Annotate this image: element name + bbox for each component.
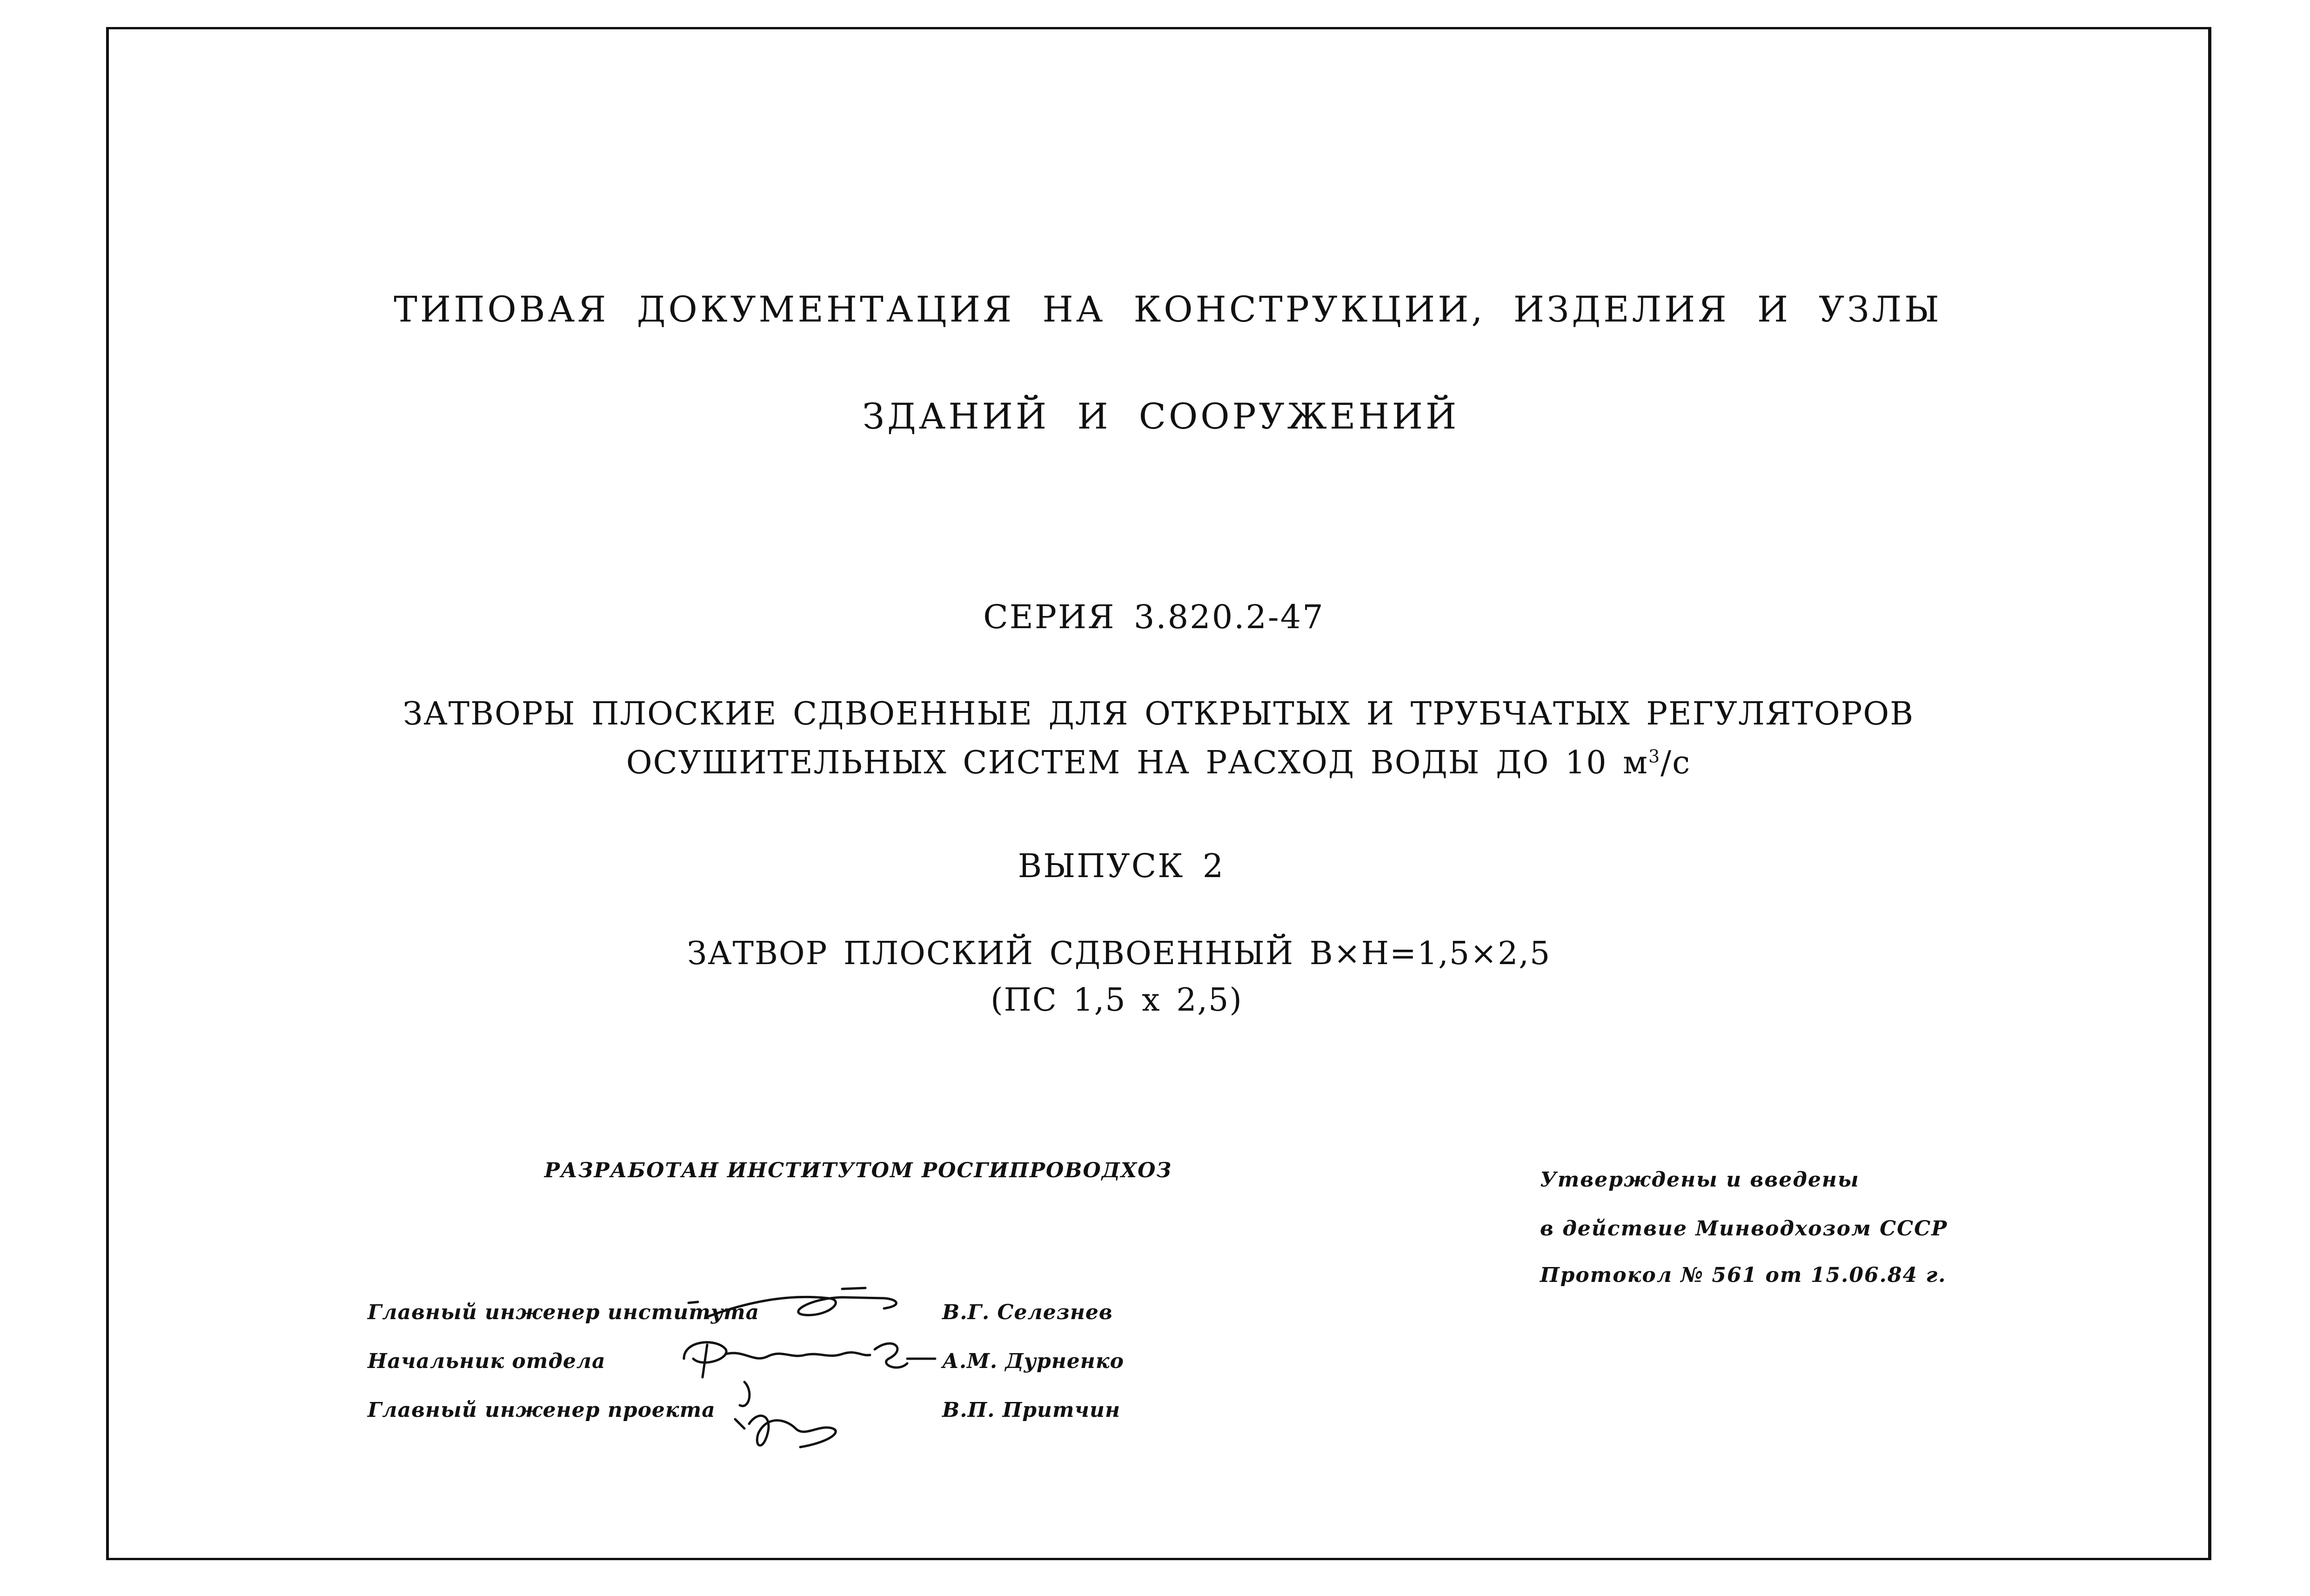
series-label: СЕРИЯ 3.820.2-47 [983, 598, 1325, 636]
signatory-name-2: А.М. Дурненко [942, 1349, 1124, 1373]
series-description-superscript: 3 [1648, 746, 1661, 767]
issue-label: ВЫПУСК 2 [1018, 847, 1225, 885]
developer-credit: РАЗРАБОТАН ИНСТИТУТОМ РОСГИПРОВОДХОЗ [544, 1159, 1172, 1182]
approval-line-3: Протокол № 561 от 15.06.84 г. [1540, 1263, 1947, 1287]
approval-line-1: Утверждены и введены [1540, 1168, 1860, 1192]
document-frame [106, 27, 2211, 1560]
issue-title: ЗАТВОР ПЛОСКИЙ СДВОЕННЫЙ В×Н=1,5×2,5 [687, 935, 1551, 972]
series-description-tail: /с [1661, 744, 1691, 781]
approval-line-2: в действие Минводхозом СССР [1540, 1217, 1948, 1241]
signatory-name-1: В.Г. Селезнев [942, 1301, 1113, 1324]
signatory-role-3: Главный инженер проекта [368, 1398, 716, 1422]
signatory-role-1: Главный инженер института [368, 1301, 760, 1324]
series-description-line-1: ЗАТВОРЫ ПЛОСКИЕ СДВОЕННЫЕ ДЛЯ ОТКРЫТЫХ И ТРУБЧАТЫХ РЕГУЛЯТОРОВ [402, 696, 1915, 732]
signatory-role-2: Начальник отдела [368, 1349, 606, 1373]
signature-1-graphic [689, 1284, 949, 1326]
series-description-line-2-main: ОСУШИТЕЛЬНЫХ СИСТЕМ НА РАСХОД ВОДЫ ДО 10 м [626, 744, 1648, 781]
signatory-name-3: В.П. Притчин [942, 1398, 1121, 1422]
issue-code: (ПС 1,5 х 2,5) [991, 982, 1243, 1019]
header-line-2: ЗДАНИЙ И СООРУЖЕНИЙ [862, 396, 1460, 437]
signature-3-graphic [726, 1373, 865, 1466]
header-line-1: ТИПОВАЯ ДОКУМЕНТАЦИЯ НА КОНСТРУКЦИИ, ИЗДЕЛИЯ И УЗЛЫ [394, 288, 1942, 330]
series-description-line-2 [626, 744, 1691, 781]
